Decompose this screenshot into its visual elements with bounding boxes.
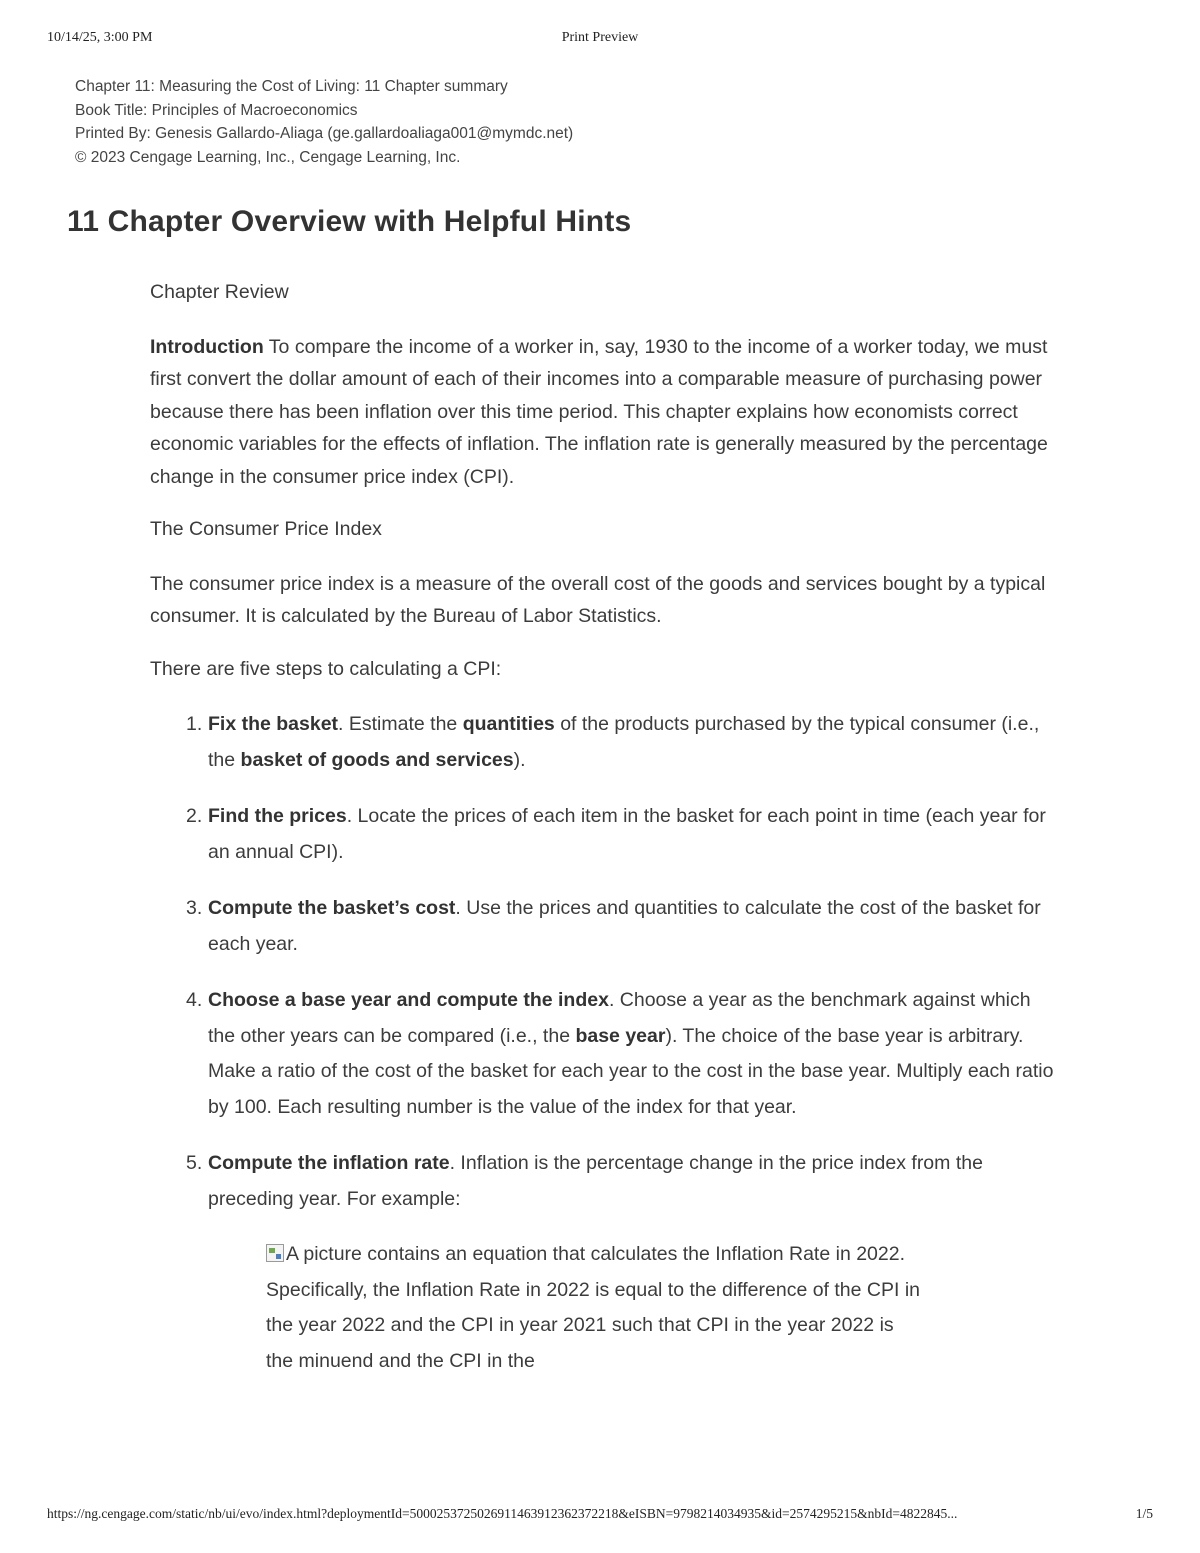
list-item — [150, 983, 1055, 1125]
list-item — [150, 1146, 1055, 1379]
image-alt-text: A picture contains an equation that calculates the Inflation Rate in 2022. Specifically, the Inflation Rate in 2022 is equal to the difference of the CPI in the year 2022 and the CPI in year 2021 such that CPI in the year 2022 is the minuend and the CPI in the — [266, 1243, 921, 1372]
step-number: 5. — [186, 1152, 203, 1174]
document-meta — [75, 75, 573, 169]
chapter-content — [150, 276, 1055, 1426]
meta-chapter: Chapter 11: Measuring the Cost of Living: 11 Chapter summary — [75, 78, 508, 95]
step-title: Compute the inflation rate — [208, 1152, 450, 1174]
list-item — [150, 707, 1055, 778]
step-title: Fix the basket — [208, 713, 339, 735]
step-term: basket of goods and services — [240, 748, 514, 771]
step-text: . Use the prices and quantities to calculate the cost of the basket for each year. — [208, 897, 1041, 955]
step-title: Compute the basket’s cost — [208, 897, 456, 919]
broken-image-icon — [266, 1244, 284, 1262]
print-preview-title: Print Preview — [561, 30, 639, 45]
step-number: 3. — [186, 897, 203, 919]
step-text: . Estimate the — [338, 713, 463, 735]
step-term: quantities — [462, 713, 555, 735]
step-text: . Inflation is the percentage change in the price index from the preceding year. For example: — [208, 1152, 983, 1210]
print-header — [47, 30, 1153, 50]
cpi-definition: The consumer price index is a measure of the overall cost of the goods and services bought by a typical consumer. It is calculated by the Bureau of Labor Statistics. — [150, 572, 1046, 627]
step-term: base year — [575, 1024, 666, 1047]
cpi-steps-list — [150, 707, 1055, 1379]
chapter-title: 11 Chapter Overview with Helpful Hints — [67, 205, 632, 238]
inflation-equation-image — [208, 1237, 926, 1379]
step-number: 1. — [186, 713, 203, 735]
intro-text: To compare the income of a worker in, say, 1930 to the income of a worker today, we must first convert the dollar amount of each of their incomes into a comparable measure of purchasing power because there has been inflation over this time period. This chapter explains how economists correct economic variables for the effects of inflation. The inflation rate is generally measured by the percentage change in the consumer price index (CPI). — [150, 335, 1048, 488]
step-title: Choose a base year and compute the index — [208, 989, 609, 1011]
step-number: 4. — [186, 989, 203, 1011]
steps-intro: There are five steps to calculating a CPI: — [150, 657, 502, 680]
step-number: 2. — [186, 805, 203, 827]
page-url: https://ng.cengage.com/static/nb/ui/evo/index.html?deploymentId=5000253725026911463912362372218&eISBN=9798214034935&id=2574295215&nbId=4822845... — [47, 1506, 958, 1521]
print-footer — [47, 1506, 1153, 1526]
meta-printed-by: Printed By: Genesis Gallardo-Aliaga (ge.gallardoaliaga001@mymdc.net) — [75, 125, 574, 142]
step-text: of the products purchased by the typical consumer (i.e., the — [208, 713, 1040, 771]
section-heading-chapter-review: Chapter Review — [150, 281, 289, 303]
list-item — [150, 799, 1055, 870]
meta-book-title: Book Title: Principles of Macroeconomics — [75, 101, 358, 119]
list-item — [150, 891, 1055, 962]
print-datetime: 10/14/25, 3:00 PM — [47, 30, 153, 45]
step-text: ). — [513, 748, 526, 771]
intro-label: Introduction — [150, 335, 264, 358]
step-text: . Locate the prices of each item in the basket for each point in time (each year for an annual CPI). — [208, 805, 1046, 863]
step-text: ). The choice of the base year is arbitrary. Make a ratio of the cost of the basket for each year to the cost in the base year. Multiply each ratio by 100. Each resulting number is the value of the index for that year. — [208, 1024, 1054, 1118]
section-heading-cpi: The Consumer Price Index — [150, 518, 382, 540]
intro-paragraph — [150, 331, 1055, 494]
page-number: 1/5 — [1135, 1506, 1153, 1521]
step-title: Find the prices — [208, 805, 347, 827]
meta-copyright: © 2023 Cengage Learning, Inc., Cengage Learning, Inc. — [75, 148, 461, 166]
step-text: . Choose a year as the benchmark against which the other years can be compared (i.e., the — [208, 989, 1031, 1047]
